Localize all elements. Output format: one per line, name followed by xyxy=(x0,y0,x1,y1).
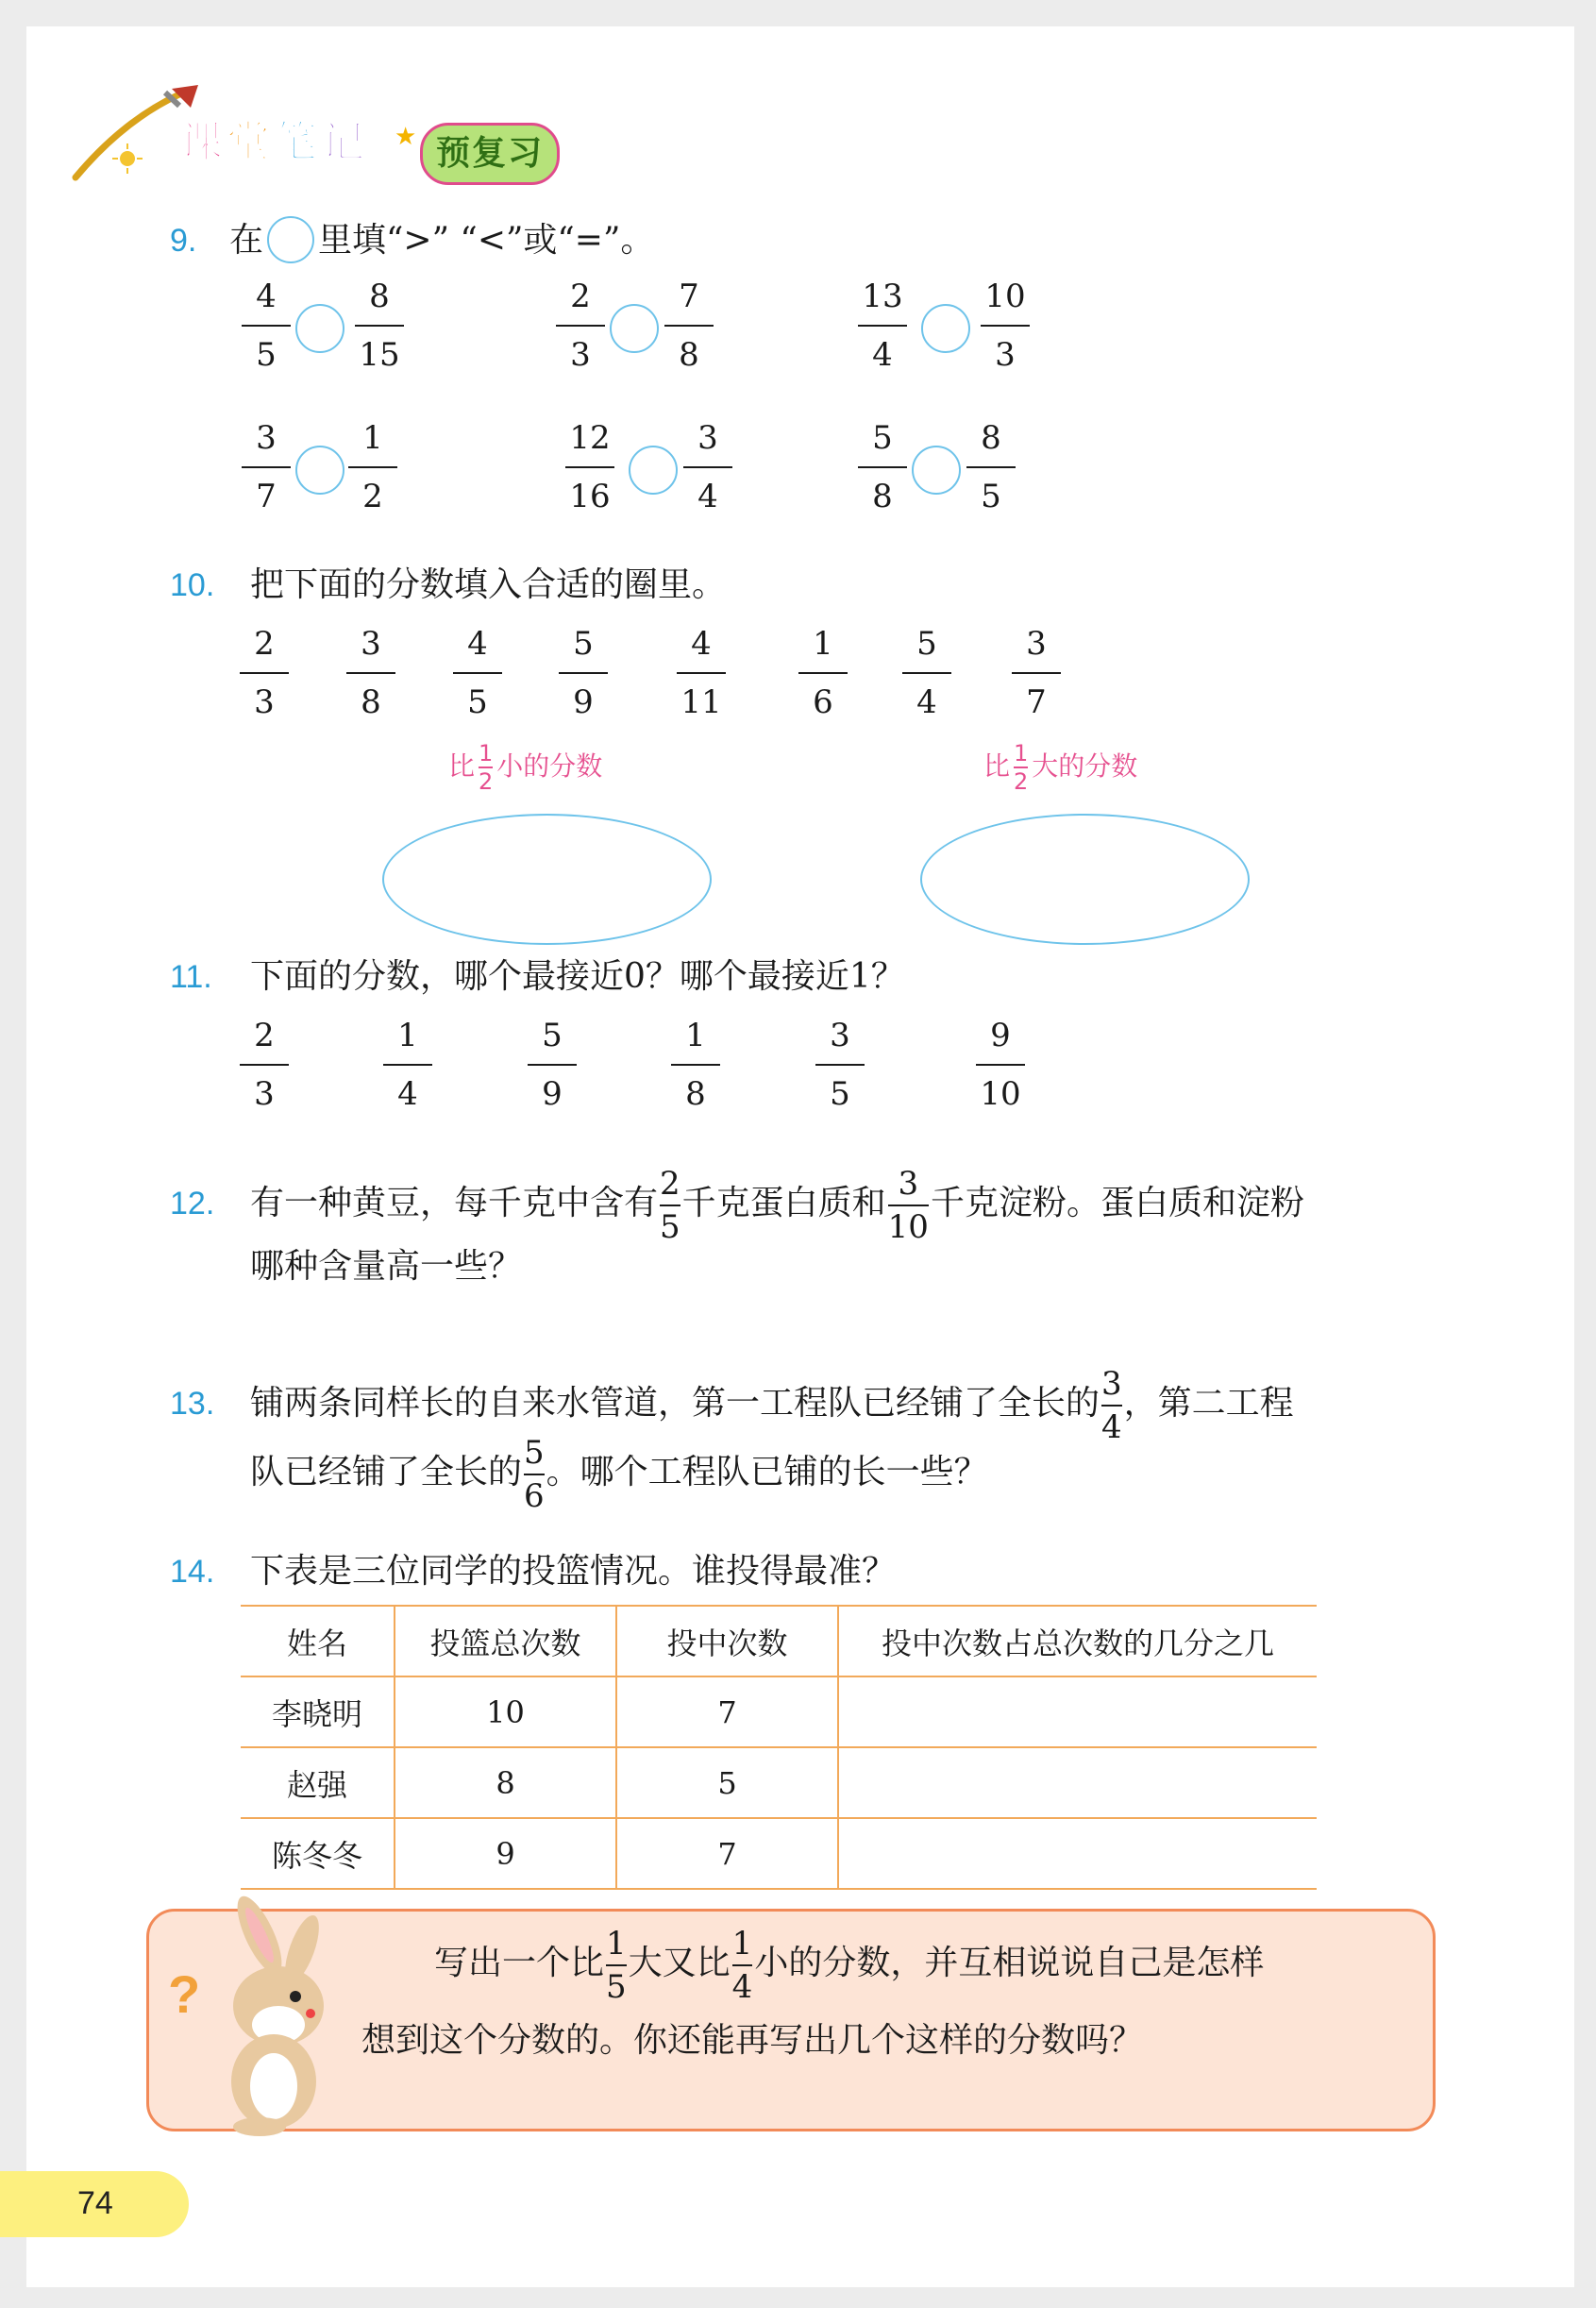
table-cell: 陈冬冬 xyxy=(241,1818,395,1889)
table-cell: 5 xyxy=(616,1747,838,1818)
question-text-line2: 队已经铺了全长的 $\frac{5}{6}$ 。哪个工程队已铺的长一些？ xyxy=(250,1434,988,1515)
fraction: 3 4 xyxy=(670,417,746,517)
fraction: 3 8 xyxy=(333,623,409,723)
table-answer-cell[interactable] xyxy=(838,1676,1317,1747)
fraction: 12 16 xyxy=(552,417,628,517)
inline-fraction: $\frac{3}{4}$ xyxy=(1101,1365,1122,1446)
fraction: 2 3 xyxy=(227,623,302,723)
question-number: 12. xyxy=(170,1186,215,1221)
fraction: 5 8 xyxy=(845,417,920,517)
table-header-cell: 投中次数占总次数的几分之几 xyxy=(838,1606,1317,1676)
question-mark-icon: ? xyxy=(168,1964,201,2024)
fraction: 1 8 xyxy=(658,1015,733,1115)
inline-fraction: $\frac{5}{6}$ xyxy=(524,1434,545,1515)
star-icon: ★ xyxy=(395,123,417,151)
fraction: 7 8 xyxy=(651,276,727,376)
question-text-line2: 哪种含量高一些？ xyxy=(250,1247,523,1286)
header-badge: 预复习 xyxy=(420,123,560,185)
question-text: 把下面的分数填入合适的圈里。 xyxy=(250,565,727,604)
question-number: 14. xyxy=(170,1554,215,1590)
shooting-table xyxy=(241,1605,1317,1890)
table-cell: 10 xyxy=(395,1676,616,1747)
question-number: 13. xyxy=(170,1386,215,1422)
fraction: 4 11 xyxy=(664,623,739,723)
table-header-row xyxy=(241,1606,1317,1676)
comparison-circle[interactable] xyxy=(921,304,970,353)
question-text: 有一种黄豆，每千克中含有 $\frac{2}{5}$ 千克蛋白质和 $\frac{3}{10}$ 千克淀粉。蛋白质和淀粉 xyxy=(250,1165,1304,1246)
table-cell: 赵强 xyxy=(241,1747,395,1818)
table-header-cell: 姓名 xyxy=(241,1606,395,1676)
fraction: 5 4 xyxy=(889,623,965,723)
table-answer-cell[interactable] xyxy=(838,1818,1317,1889)
table-cell: 7 xyxy=(616,1676,838,1747)
inline-fraction: $\frac{2}{5}$ xyxy=(660,1165,680,1246)
fraction: 8 15 xyxy=(342,276,417,376)
set-label-less-than-half: 比 $\frac{1}{2}$ 小的分数 xyxy=(448,740,603,795)
question-text-post: 里填“>” “<”或“=”。 xyxy=(318,221,655,260)
table-answer-cell[interactable] xyxy=(838,1747,1317,1818)
table-cell: 9 xyxy=(395,1818,616,1889)
blank-circle-icon xyxy=(267,216,314,263)
header-title xyxy=(179,113,368,170)
fraction: 5 9 xyxy=(546,623,621,723)
question-number: 11. xyxy=(170,959,212,995)
fraction: 5 9 xyxy=(514,1015,590,1115)
table-row xyxy=(241,1676,1317,1747)
tip-text: 写出一个比 $\frac{1}{5}$ 大又比 $\frac{1}{4}$ 小的分数，并互相说说自己是怎样 xyxy=(434,1925,1265,2006)
fraction: 2 3 xyxy=(227,1015,302,1115)
question-text: 铺两条同样长的自来水管道，第一工程队已经铺了全长的 $\frac{3}{4}$ ，第二工程 xyxy=(250,1365,1294,1446)
set-oval-less-than-half[interactable] xyxy=(382,814,712,945)
inline-fraction: $\frac{1}{4}$ xyxy=(731,1925,753,2006)
table-header-cell: 投中次数 xyxy=(616,1606,838,1676)
set-oval-greater-than-half[interactable] xyxy=(920,814,1250,945)
question-number: 10. xyxy=(170,567,215,603)
fraction: 8 5 xyxy=(953,417,1029,517)
question-text xyxy=(229,217,654,266)
fraction: 2 3 xyxy=(543,276,618,376)
table-cell: 7 xyxy=(616,1818,838,1889)
header-title-char: 记 xyxy=(321,116,364,167)
question-text: 下面的分数，哪个最接近0？哪个最接近1？ xyxy=(250,957,905,996)
header-title-char: 课 xyxy=(179,116,223,167)
fraction: 4 5 xyxy=(440,623,515,723)
question-text: 下表是三位同学的投篮情况。谁投得最准？ xyxy=(250,1552,897,1591)
fraction: 13 4 xyxy=(845,276,920,376)
table-cell: 8 xyxy=(395,1747,616,1818)
tip-text-line2: 想到这个分数的。你还能再写出几个这样的分数吗？ xyxy=(361,2021,1144,2060)
question-text-pre: 在 xyxy=(229,221,264,260)
comparison-circle[interactable] xyxy=(295,304,344,353)
fraction: 3 5 xyxy=(802,1015,878,1115)
fraction: 3 7 xyxy=(228,417,304,517)
page-number: 74 xyxy=(77,2185,113,2221)
fraction: 3 7 xyxy=(999,623,1074,723)
fraction: 4 5 xyxy=(228,276,304,376)
set-label-greater-than-half: 比 $\frac{1}{2}$ 大的分数 xyxy=(983,740,1138,795)
rabbit-icon xyxy=(193,1893,354,2138)
inline-fraction: $\frac{3}{10}$ xyxy=(887,1165,929,1246)
question-number: 9. xyxy=(170,223,197,259)
table-row xyxy=(241,1818,1317,1889)
fraction: 10 3 xyxy=(967,276,1043,376)
table-cell: 李晓明 xyxy=(241,1676,395,1747)
inline-fraction: $\frac{1}{5}$ xyxy=(606,1925,627,2006)
header-title-char: 笔 xyxy=(274,116,317,167)
fraction: 9 10 xyxy=(963,1015,1038,1115)
table-header-cell: 投篮总次数 xyxy=(395,1606,616,1676)
fraction: 1 6 xyxy=(785,623,861,723)
fraction: 1 2 xyxy=(335,417,411,517)
table-row xyxy=(241,1747,1317,1818)
header-title-char: 堂 xyxy=(227,116,270,167)
fraction: 1 4 xyxy=(370,1015,445,1115)
